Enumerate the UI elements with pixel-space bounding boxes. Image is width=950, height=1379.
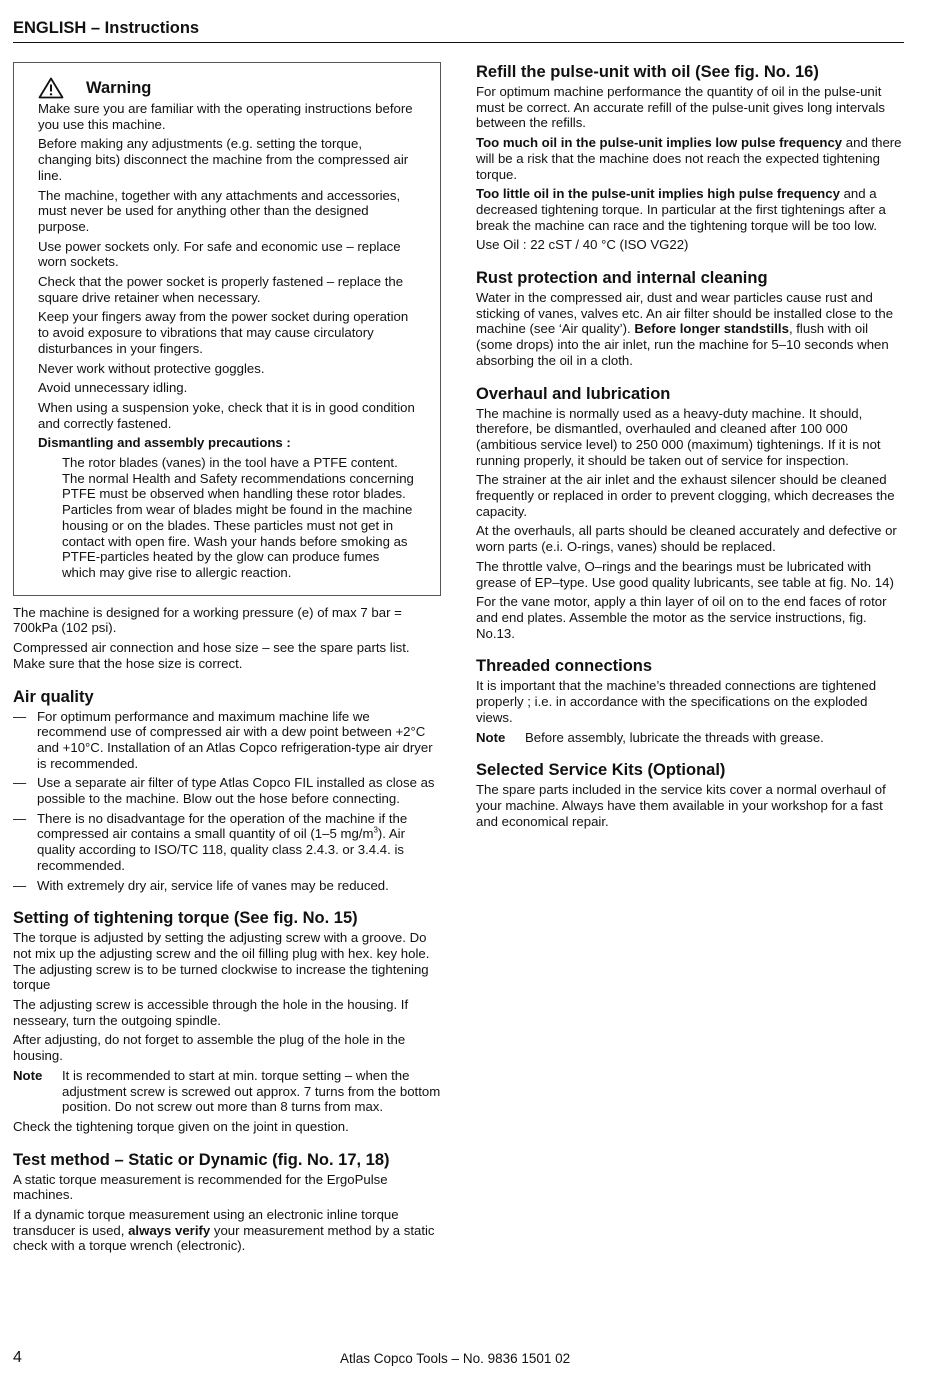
test-p2: If a dynamic torque measurement using an electronic inline torque transducer is used, always verify your measurement method by a static check with a torque wrench (electronic).: [13, 1207, 435, 1254]
test-title: Test method – Static or Dynamic (fig. No. 17, 18): [13, 1150, 390, 1169]
warning-item: Keep your fingers away from the power socket during operation to avoid exposure to vibrations that may cause circulatory disturbances in your fingers.: [38, 309, 409, 356]
torque-p1: The torque is adjusted by setting the adjusting screw with a groove. Do not mix up the adjusting screw and the oil filling plug with hex. key hole. The adjusting screw is to be turned clockwise to increase the tightening torque: [13, 930, 430, 993]
overhaul-title: Overhaul and lubrication: [476, 384, 671, 403]
page-header: [13, 18, 904, 43]
torque-p4: Check the tightening torque given on the joint in question.: [13, 1118, 349, 1134]
test-p1: A static torque measurement is recommended for the ErgoPulse machines.: [13, 1171, 388, 1203]
dismantling-title: Dismantling and assembly precautions :: [38, 435, 291, 451]
threaded-p1: It is important that the machine’s threaded connections are tightened properly ; i.e. in accordance with the specifications on the exploded views.: [476, 678, 877, 725]
note-text: It is recommended to start at min. torque setting – when the adjustment screw is screwed out approx. 7 turns from the bottom position. Do not screw out more than 8 turns from max.: [62, 1067, 441, 1115]
page-number: 4: [13, 1349, 22, 1366]
refill-section: [476, 62, 906, 253]
kits-title: Selected Service Kits (Optional): [476, 761, 726, 780]
intro-hose: Compressed air connection and hose size – see the spare parts list. Make sure that the hose size is correct.: [13, 640, 410, 671]
list-item: — With extremely dry air, service life of vanes may be reduced.: [13, 877, 389, 893]
right-column: [476, 62, 906, 833]
note-label: Note: [476, 729, 506, 745]
refill-p2: Too much oil in the pulse-unit implies low pulse frequency and there will be a risk that the machine does not reach the expected tightening torque.: [476, 135, 902, 182]
torque-p2: The adjusting screw is accessible through the hole in the housing. If nesseary, turn the outgoing spindle.: [13, 997, 409, 1028]
kits-section: [476, 760, 906, 829]
warning-item: The machine, together with any attachments and accessories, must never be used for anything other than the designed purpose.: [38, 187, 401, 234]
warning-item: Check that the power socket is properly fastened – replace the square drive retainer when necessary.: [38, 274, 404, 305]
rust-title: Rust protection and internal cleaning: [476, 269, 768, 288]
list-item: — For optimum performance and maximum machine life we recommend use of compressed air with a dew point between +2°C and +10°C. Installation of an Atlas Copco refrigeration-type air dryer is recommended.: [13, 708, 433, 771]
dismantling-text: The rotor blades (vanes) in the tool have a PTFE content. The normal Health and Safety recommendations concerning PTFE must be observed when handling these rotor blades. Particles from wear of blades might be found in the machine housing or on the blades. These particles must not get in contact with open fire. Wash your hands before smoking as PTFE-particles heated by the glow can produce fumes which may give rise to allergic reaction.: [62, 455, 414, 580]
air-quality-section: [13, 687, 441, 894]
warning-item: Make sure you are familiar with the operating instructions before you use this machine.: [38, 101, 413, 132]
document-reference: Atlas Copco Tools – No. 9836 1501 02: [340, 1351, 571, 1366]
overhaul-paragraph: The throttle valve, O–rings and the bearings must be lubricated with grease of EP–type. Use good quality lubricants, see table at fig. No. 14): [476, 558, 894, 590]
torque-note: [13, 1068, 441, 1115]
refill-p3: Too little oil in the pulse-unit implies high pulse frequency and a decreased tightening torque. In particular at the first tightenings after a break the machine can race and the tightening torque will be too low.: [476, 186, 886, 233]
refill-title: Refill the pulse-unit with oil (See fig. No. 16): [476, 63, 819, 81]
air-quality-list: [13, 709, 441, 894]
threaded-note: [476, 730, 906, 746]
note-text: Before assembly, lubricate the threads with grease.: [525, 729, 824, 745]
warning-title: Warning: [86, 78, 152, 97]
overhaul-paragraph: The machine is normally used as a heavy-duty machine. It should, therefore, be dismantled, overhauled and cleaned after 100 000 (ambitious service level) to 250 000 (maximum) tightenings. If it is not running properly, it should be taken out of service for inspection.: [476, 405, 881, 468]
torque-p3: After adjusting, do not forget to assemble the plug of the hole in the housing.: [13, 1032, 406, 1064]
intro-pressure: The machine is designed for a working pressure (e) of max 7 bar = 700kPa (102 psi).: [13, 604, 402, 636]
threaded-title: Threaded connections: [476, 657, 653, 676]
warning-header: [38, 77, 416, 99]
warning-item: Avoid unnecessary idling.: [38, 380, 188, 396]
torque-title: Setting of tightening torque (See fig. No. 15): [13, 909, 358, 928]
note-label: Note: [13, 1067, 43, 1083]
refill-oil: Use Oil : 22 cST / 40 °C (ISO VG22): [476, 237, 689, 253]
air-quality-title: Air quality: [13, 687, 94, 706]
header-title: ENGLISH – Instructions: [13, 19, 200, 37]
warning-item: Before making any adjustments (e.g. setting the torque, changing bits) disconnect the machine from the compressed air line.: [38, 136, 409, 183]
list-item: — Use a separate air filter of type Atlas Copco FIL installed as close as possible to the machine. Blow out the hose before connecting.: [13, 775, 435, 807]
left-column: [13, 62, 441, 1258]
overhaul-paragraph: For the vane motor, apply a thin layer of oil on to the end faces of rotor and end plates. Assemble the motor as the service instructions, fig. No.13.: [476, 594, 887, 641]
rust-section: [476, 268, 906, 369]
warning-triangle-icon: [38, 77, 64, 99]
test-section: [13, 1150, 441, 1255]
overhaul-paragraph: At the overhauls, all parts should be cleaned accurately and defective or worn parts (e.i. O-rings, vanes) should be replaced.: [476, 523, 897, 555]
list-item: — There is no disadvantage for the operation of the machine if the compressed air contains a small quantity of oil (1–5 $mg/m^3$). Air quality according to ISO/TC 118, quality class 2.4.3. or 3.4.4. is recommended.: [13, 810, 408, 873]
torque-section: [13, 908, 441, 1134]
kits-p1: The spare parts included in the service kits cover a normal overhaul of your machine. Always have them available in your workshop for a fast and economical repair.: [476, 782, 886, 829]
warning-item: When using a suspension yoke, check that it is in good condition and correctly fastened.: [38, 399, 415, 431]
overhaul-section: [476, 384, 906, 642]
overhaul-paragraph: The strainer at the air inlet and the exhaust silencer should be cleaned frequently or replaced in order to prevent clogging, which decreases the capacity.: [476, 472, 895, 519]
warning-box: [13, 62, 441, 596]
threaded-section: [476, 656, 906, 745]
refill-p1: For optimum machine performance the quantity of oil in the pulse-unit must be correct. An accurate refill of the pulse-unit gives long intervals between the refills.: [476, 84, 886, 131]
warning-item: Use power sockets only. For safe and economic use – replace worn sockets.: [38, 238, 401, 270]
warning-item: Never work without protective goggles.: [38, 360, 265, 376]
rust-p1: Water in the compressed air, dust and wear particles cause rust and sticking of vanes, valves etc. An air filter should be installed close to the machine (see ‘Air quality’). Before longer standstills, flush with oil (some drops) into the air inlet, run the machine for 5–10 seconds when absorbing the oil in a cloth.: [476, 290, 894, 368]
